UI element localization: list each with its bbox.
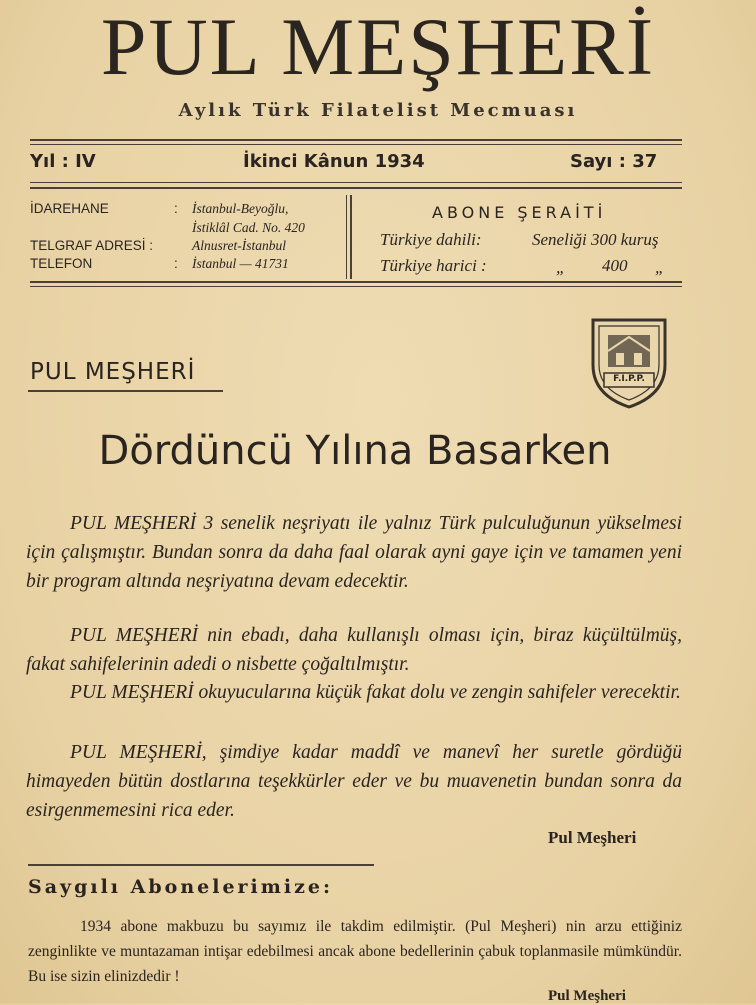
notice-divider bbox=[28, 864, 374, 866]
telgraf-value: Alnusret-İstanbul bbox=[192, 238, 286, 253]
divider-top-2 bbox=[30, 144, 682, 145]
idarehane-colon: : bbox=[174, 201, 178, 216]
telefon-value: İstanbul — 41731 bbox=[192, 256, 289, 271]
notice-text-body: 1934 abone makbuzu bu sayımız ile takdim edilmiştir. (Pul Meşheri) nin arzu ettiğiniz zenginlikte ve muntazaman intişar edebilmesi ancak abone bedellerinin çabuk toplanmasile mümkündür. Bu ise sizin elinizdedir ! bbox=[28, 918, 682, 985]
issue-year: Yıl : IV bbox=[30, 151, 96, 172]
idarehane-label: İDAREHANE bbox=[30, 201, 109, 216]
issue-date: İkinci Kânun 1934 bbox=[243, 151, 425, 172]
subscription-title: ABONE ŞERAİTİ bbox=[432, 203, 607, 222]
issue-number: Sayı : 37 bbox=[570, 151, 658, 172]
masthead-subtitle: Aylık Türk Filatelist Mecmuası bbox=[178, 100, 578, 121]
emblem-text: F.I.P.P. bbox=[613, 374, 645, 384]
divider-bottom-1 bbox=[30, 281, 682, 283]
subscription-domestic-value: Seneliği 300 kuruş bbox=[532, 230, 659, 249]
telgraf-label: TELGRAF ADRESİ : bbox=[30, 238, 154, 253]
section-label-underline bbox=[28, 390, 223, 392]
vertical-divider-2 bbox=[350, 195, 352, 279]
notice-title: Saygılı Abonelerimize: bbox=[28, 876, 333, 898]
article-paragraph-4 bbox=[26, 738, 682, 825]
article-paragraph-1 bbox=[26, 509, 682, 596]
article-paragraph-1-text: PUL MEŞHERİ 3 senelik neşriyatı ile yalnız Türk pulculuğunun yükselmesi için çalışmıştır. Bundan sonra da daha faal olarak ayni gaye için ve tamamen yeni bir program altında neşriyatına devam edecektir. bbox=[26, 513, 682, 592]
vertical-divider-1 bbox=[346, 195, 347, 279]
idarehane-value-2: İstiklâl Cad. No. 420 bbox=[192, 220, 305, 235]
subscription-foreign-label: Türkiye harici : bbox=[380, 256, 487, 275]
fipp-emblem bbox=[590, 317, 668, 409]
masthead-title: PUL MEŞHERİ bbox=[100, 1, 656, 92]
article-paragraph-4-text: PUL MEŞHERİ, şimdiye kadar maddî ve manevî her suretle gördüğü himayeden bütün dostlarına teşekkürler eder ve bu muavenetin bundan sonra da esirgenmemesini rica eder. bbox=[26, 742, 682, 821]
idarehane-value-1: İstanbul-Beyoğlu, bbox=[192, 201, 289, 216]
notice-text bbox=[28, 914, 682, 989]
article-paragraph-3 bbox=[26, 678, 682, 707]
divider-bottom-2 bbox=[30, 286, 682, 287]
section-label: PUL MEŞHERİ bbox=[30, 359, 196, 385]
article-headline: Dördüncü Yılına Basarken bbox=[98, 428, 612, 474]
subscription-domestic-label: Türkiye dahili: bbox=[380, 230, 482, 249]
fipp-shield-icon bbox=[590, 317, 668, 409]
notice-signature: Pul Meşheri bbox=[548, 988, 626, 1004]
subscription-foreign-value: 400 bbox=[602, 256, 628, 275]
divider-top-1 bbox=[30, 139, 682, 141]
article-paragraph-3-text: PUL MEŞHERİ okuyucularına küçük fakat dolu ve zengin sahifeler verecektir. bbox=[70, 682, 681, 703]
subscription-ditto-1: „ bbox=[556, 258, 566, 277]
article-paragraph-2-text: PUL MEŞHERİ nin ebadı, daha kullanışlı olması için, biraz küçültülmüş, fakat sahifelerinin adedi o nisbette çoğaltılmıştır. bbox=[26, 625, 682, 675]
telefon-label: TELEFON bbox=[30, 256, 93, 271]
subscription-ditto-2: „ bbox=[655, 258, 665, 277]
divider-mid-1 bbox=[30, 182, 682, 183]
article-paragraph-2 bbox=[26, 621, 682, 679]
telefon-colon: : bbox=[174, 256, 178, 271]
article-signature: Pul Meşheri bbox=[548, 828, 637, 847]
divider-mid-2 bbox=[30, 187, 682, 189]
